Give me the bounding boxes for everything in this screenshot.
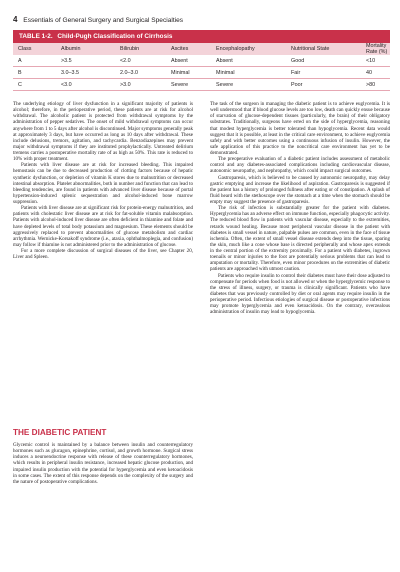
table-cell: Poor (286, 79, 361, 91)
table-row (13, 79, 390, 91)
table-cell: Severe (166, 79, 211, 91)
table-cell: >3.0 (115, 79, 166, 91)
table-cell: <10 (361, 55, 390, 67)
table-caption (13, 30, 390, 43)
body-paragraph: Gastroparesis, which is believed to be caused by autonomic neuropathy, may delay gastric emptying and increase the likelihood of aspiration. Gastroparesis is suggested if the patient has a history of prolonged fullness after eating or of constipation. A splash of fluid heard with the stethoscope over the stomach at a time when the stomach should be empty may suggest the presence of gastroparesis. (210, 174, 390, 205)
table-title: Child-Pugh Classification of Cirrhosis (57, 33, 173, 40)
body-paragraph: Glycemic control is maintained by a balance between insulin and counterregulatory hormones such as glucagon, epinephrine, cortisol, and growth hormone. Surgical stress induces a neuroendocrine response with release of these counterregulatory hormones, which results in peripheral insulin resistance, increased hepatic glucose production, and impaired insulin production with the potential for hyperglycemia and even ketoacidosis in some cases. The extent of this response depends on the complexity of the surgery and the nature of postoperative complications. (13, 442, 193, 485)
body-paragraph: Patients with liver disease are at risk for increased bleeding. This impaired hemostasis can be due to decreased production of clotting factors because of hepatic synthetic dysfunction, or depletion of vitamin K stores due to malnutrition or decreased intestinal absorption. Platelet abnormalities, both in number and function that can lead to bleeding tendencies, are found in patients with advanced liver disease because of portal hypertension-induced splenic sequestration and alcohol-induced bone marrow suppression. (13, 162, 193, 205)
table-cell: Absent (166, 55, 211, 67)
body-paragraph: The risk of infection is substantially greater for the patient with diabetes. Hyperglycemia has an adverse effect on immune function, especially phagocytic activity. The reduced blood flow in patients with vascular disease, especially to the extremities, retards wound healing. Because most peripheral vascular disease in the patient with diabetes is small vessel in nature, palpable pulses are common, even in the face of tissue ischemia. Often, the extent of small vessel disease extends deep into the tissue, sparing the skin, much like a cone whose base is directed peripherally and whose apex extends in the central portion of the extremity proximally. For a patient with diabetes, ingrown toenails or minor injuries to the foot are potentially serious problems that can lead to amputation or mortality. Therefore, even minor procedures on the extremities of diabetic patients are approached with utmost caution. (210, 205, 390, 273)
table-row (13, 67, 390, 79)
col-class: Class (13, 43, 56, 55)
table-cell: 2.0–3.0 (115, 67, 166, 79)
table-cell: <2.0 (115, 55, 166, 67)
left-column (13, 101, 193, 260)
body-paragraph: The underlying etiology of liver dysfunction in a significant majority of patients is alcohol; therefore, in the perioperative period, these patients are at risk for alcohol withdrawal. The alcoholic patient is protected from withdrawal symptoms by the administration of pepper sedatives. The onset of mild withdrawal symptoms can occur anywhere from 1 to 5 days after alcohol is discontinued. Major symptoms generally peak at approximately 3 days, but have occurred as long as 10 days after withdrawal. These include delusions, tremors, agitation, and tachycardia. Benzodiazepines may prevent major withdrawal symptoms if they are instituted prophylactically. Untreated delirium tremens carries a postoperative mortality rate of as high as 50%. This rate is reduced to 10% with proper treatment. (13, 101, 193, 163)
right-column (210, 101, 390, 315)
table-cell: Minimal (166, 67, 211, 79)
table-cell: Minimal (211, 67, 286, 79)
child-pugh-table (13, 43, 390, 91)
col-mortality-rate: Mortality Rate (%) (361, 43, 390, 55)
table-cell: A (13, 55, 56, 67)
col-bilirubin: Bilirubin (115, 43, 166, 55)
col-encephalopathy: Encephalopathy (211, 43, 286, 55)
col-ascites: Ascites (166, 43, 211, 55)
col-albumin: Albumin (56, 43, 115, 55)
table-cell: Absent (211, 55, 286, 67)
table-cell: Good (286, 55, 361, 67)
table-header-row (13, 43, 390, 55)
body-paragraph: The task of the surgeon in managing the diabetic patient is to achieve euglycemia. It is well understood that if blood glucose levels are too low, death can quickly ensue because of starvation of glucose-dependent tissues (particularly, the brain) of their obligatory substrates. Traditionally, surgeons have erred on the side of hyperglycemia, reasoning that modest hyperglycemia is better tolerated than hypoglycemia. Recent data would suggest that it is possible, at least in the critical care environment, to achieve euglycemia safely and with better outcomes using a continuous infusion of insulin. However, the safe application of this practice to the noncritical care environment has yet to be demonstrated. (210, 101, 390, 156)
table-row (13, 55, 390, 67)
body-paragraph: Patients who require insulin to control their diabetes must have their dose adjusted to compensate for periods when food is not allowed or when the hyperglycemic response to the stress of illness, surgery, or trauma is clinically significant. Patients who have diabetes that was previously controlled by diet or oral agents may require insulin in the perioperative period. Infectious etiologies of surgical disease or postoperative infections may promote hyperglycemia and even ketoacidosis. On the contrary, overzealous administration of insulin may lead to hypoglycemia. (210, 272, 390, 316)
table-cell: Fair (286, 67, 361, 79)
table-cell: >80 (361, 79, 390, 91)
section-heading: THE DIABETIC PATIENT (13, 428, 107, 437)
table-cell: B (13, 67, 56, 79)
table-cell: <3.0 (56, 79, 115, 91)
table-cell: >3.5 (56, 55, 115, 67)
table-cell: Severe (211, 79, 286, 91)
col-nutritional-state: Nutritional State (286, 43, 361, 55)
table-cell: C (13, 79, 56, 91)
table-cell: 3.0–3.5 (56, 67, 115, 79)
running-title: Essentials of General Surgery and Surgical Specialties (23, 17, 184, 24)
section-body (13, 442, 193, 485)
body-paragraph: The preoperative evaluation of a diabetic patient includes assessment of metabolic control and any diabetes-associated complications including cardiovascular disease, autonomic neuropathy, and nephropathy, which could impact surgical outcomes. (210, 156, 390, 175)
table-cell: 40 (361, 67, 390, 79)
running-header (13, 15, 183, 24)
page-number: 4 (13, 15, 18, 24)
body-paragraph: Patients with liver disease are at significant risk for protein-energy malnutrition, and patients with cholestatic liver disease are at risk for fat-soluble vitamin malabsorption. Patients with alcohol-induced liver disease are often deficient in thiamine and folate and have depleted levels of total body potassium and magnesium. These elements should be aggressively replaced to prevent abnormalities of glucose metabolism and cardiac arrhythmia. Wernicke-Korsakoff syndrome (i.e., ataxia, ophthalmoplegia, and confusion) may follow if thiamine is not administered prior to the administration of glucose. (13, 205, 193, 248)
body-paragraph: For a more complete discussion of surgical diseases of the liver, see Chapter 20, Liver and Spleen. (13, 248, 193, 261)
table-number: TABLE 1-2. (19, 33, 53, 40)
